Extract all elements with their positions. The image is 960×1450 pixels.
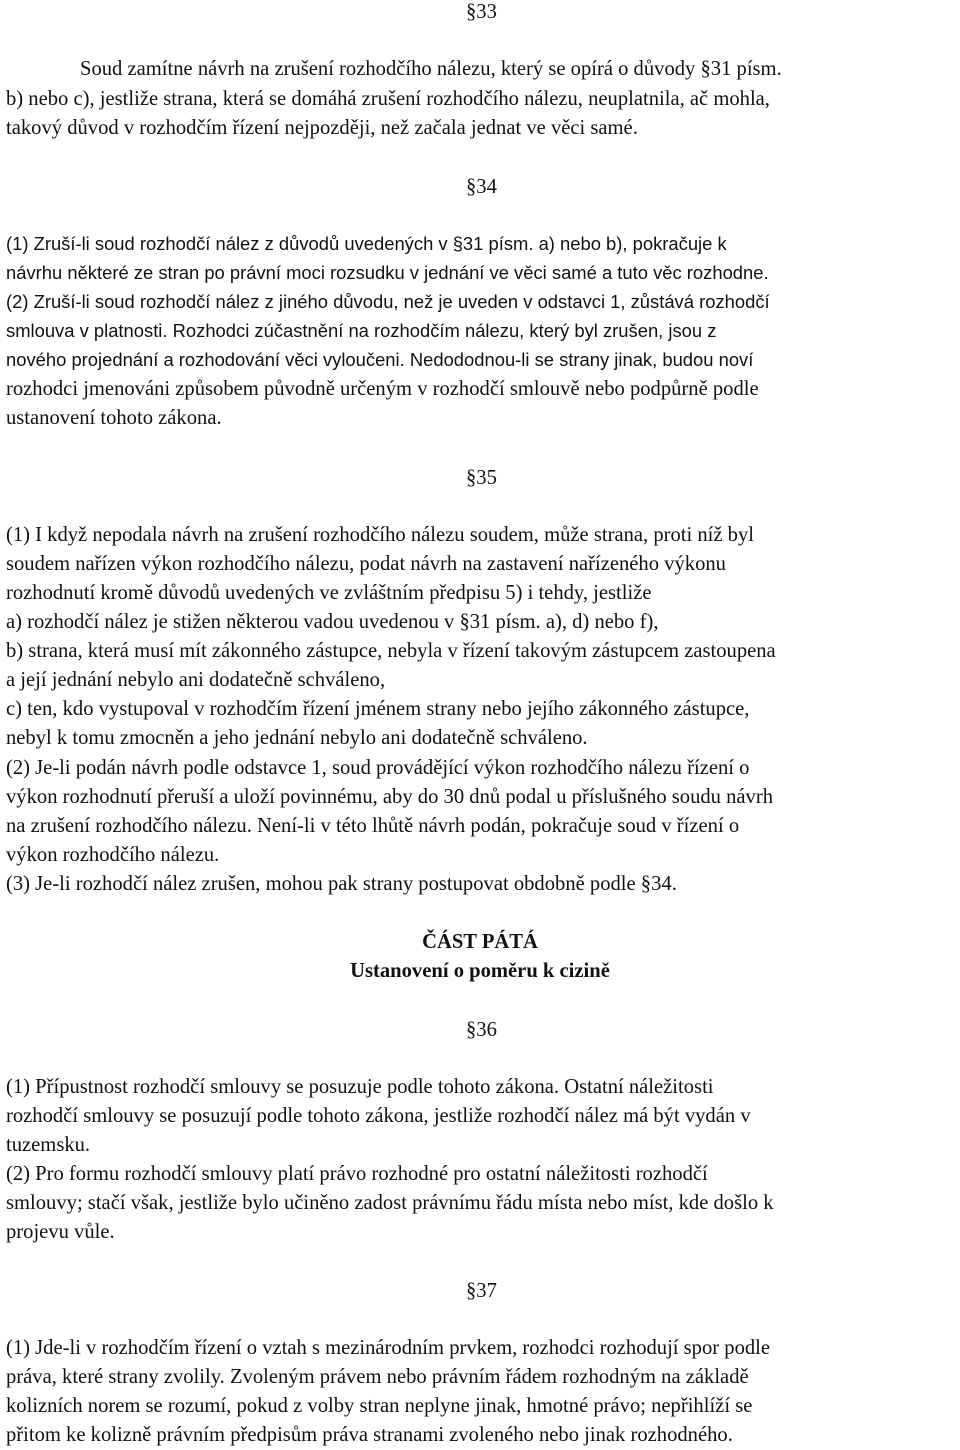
section-35-line: (2) Je-li podán návrh podle odstavce 1, soud provádějící výkon rozhodčího nálezu řízení o (6, 757, 750, 779)
section-37-line: (1) Jde-li v rozhodčím řízení o vztah s mezinárodním prvkem, rozhodci rozhodují spor podle (6, 1337, 771, 1359)
section-35-heading: §35 (466, 467, 497, 489)
section-34-line: nového projednání a rozhodování věci vyloučeni. Nedododnou-li se strany jinak, budou noví (6, 349, 754, 370)
section-35-line: a) rozhodčí nález je stižen některou vadou uvedenou v §31 písm. a), d) nebo f), (6, 611, 659, 633)
section-33-heading: §33 (466, 1, 497, 23)
section-34-line: ustanovení tohoto zákona. (6, 407, 222, 429)
section-37-line: práva, které strany zvolily. Zvoleným právem nebo právním řádem rozhodným na základě (6, 1366, 749, 1388)
section-36-line: (1) Přípustnost rozhodčí smlouvy se posuzuje podle tohoto zákona. Ostatní náležitosti (6, 1076, 714, 1098)
section-33-line: takový důvod v rozhodčím řízení nejpozději, než začala jednat ve věci samé. (6, 117, 638, 139)
section-35-line: rozhodnutí kromě důvodů uvedených ve zvláštním předpisu 5) i tehdy, jestliže (6, 582, 652, 604)
section-33-line: b) nebo c), jestliže strana, která se domáhá zrušení rozhodčího nálezu, neuplatnila, ač mohla, (6, 88, 770, 110)
section-34-line: (2) Zruší-li soud rozhodčí nález z jiného důvodu, než je uveden v odstavci 1, zůstává rozhodčí (6, 291, 770, 312)
section-35-line: výkon rozhodčího nálezu. (6, 844, 220, 866)
section-37-line: přitom ke kolizně právním předpisům práva stranami zvoleného nebo jinak rozhodného. (6, 1424, 733, 1446)
section-35-line: (3) Je-li rozhodčí nález zrušen, mohou pak strany postupovat obdobně podle §34. (6, 873, 677, 895)
section-37-line: kolizních norem se rozumí, pokud z volby stran neplyne jinak, hmotné právo; nepřihlíží se (6, 1395, 753, 1417)
section-36-line: smlouvy; stačí však, jestliže bylo učiněno zadost právnímu řádu místa nebo míst, kde došlo k (6, 1192, 774, 1214)
section-35-line: (1) I když nepodala návrh na zrušení rozhodčího nálezu soudem, může strana, proti níž byl (6, 524, 754, 546)
section-36-line: projevu vůle. (6, 1221, 115, 1243)
section-34-line: návrhu některé ze stran po právní moci rozsudku v jednání ve věci samé a tuto věc rozhodne. (6, 262, 769, 283)
section-34-heading: §34 (466, 176, 497, 198)
section-34-line: smlouva v platnosti. Rozhodci zúčastnění na rozhodčím nálezu, který byl zrušen, jsou z (6, 320, 717, 341)
section-36-line: tuzemsku. (6, 1134, 91, 1156)
section-36-heading: §36 (466, 1019, 497, 1041)
section-35-line: a její jednání nebylo ani dodatečně schváleno, (6, 669, 386, 691)
section-35-line: nebyl k tomu zmocněn a jeho jednání nebylo ani dodatečně schváleno. (6, 727, 588, 749)
section-35-line: b) strana, která musí mít zákonného zástupce, nebyla v řízení takovým zástupcem zastoupena (6, 640, 776, 662)
section-36-line: rozhodčí smlouvy se posuzují podle tohoto zákona, jestliže rozhodčí nález má být vydán v (6, 1105, 751, 1127)
section-35-line: výkon rozhodnutí přeruší a uloží povinnému, aby do 30 dnů podal u příslušného soudu návrh (6, 786, 774, 808)
section-33-line: Soud zamítne návrh na zrušení rozhodčího nálezu, který se opírá o důvody §31 písm. (80, 58, 782, 80)
section-34-line: rozhodci jmenováni způsobem původně určeným v rozhodčí smlouvě nebo podpůrně podle (6, 378, 759, 400)
section-34-line: (1) Zruší-li soud rozhodčí nález z důvodů uvedených v §31 písm. a) nebo b), pokračuje k (6, 233, 727, 254)
section-35-line: soudem nařízen výkon rozhodčího nálezu, podat návrh na zastavení nařízeného výkonu (6, 553, 726, 575)
section-36-line: (2) Pro formu rozhodčí smlouvy platí právo rozhodné pro ostatní náležitosti rozhodčí (6, 1163, 708, 1185)
part-title: ČÁST PÁTÁ (422, 931, 538, 953)
section-37-heading: §37 (466, 1280, 497, 1302)
section-35-line: na zrušení rozhodčího nálezu. Není-li v této lhůtě návrh podán, pokračuje soud v řízení o (6, 815, 740, 837)
part-subtitle: Ustanovení o poměru k cizině (350, 960, 610, 982)
section-35-line: c) ten, kdo vystupoval v rozhodčím řízení jménem strany nebo jejího zákonného zástupce, (6, 698, 750, 720)
